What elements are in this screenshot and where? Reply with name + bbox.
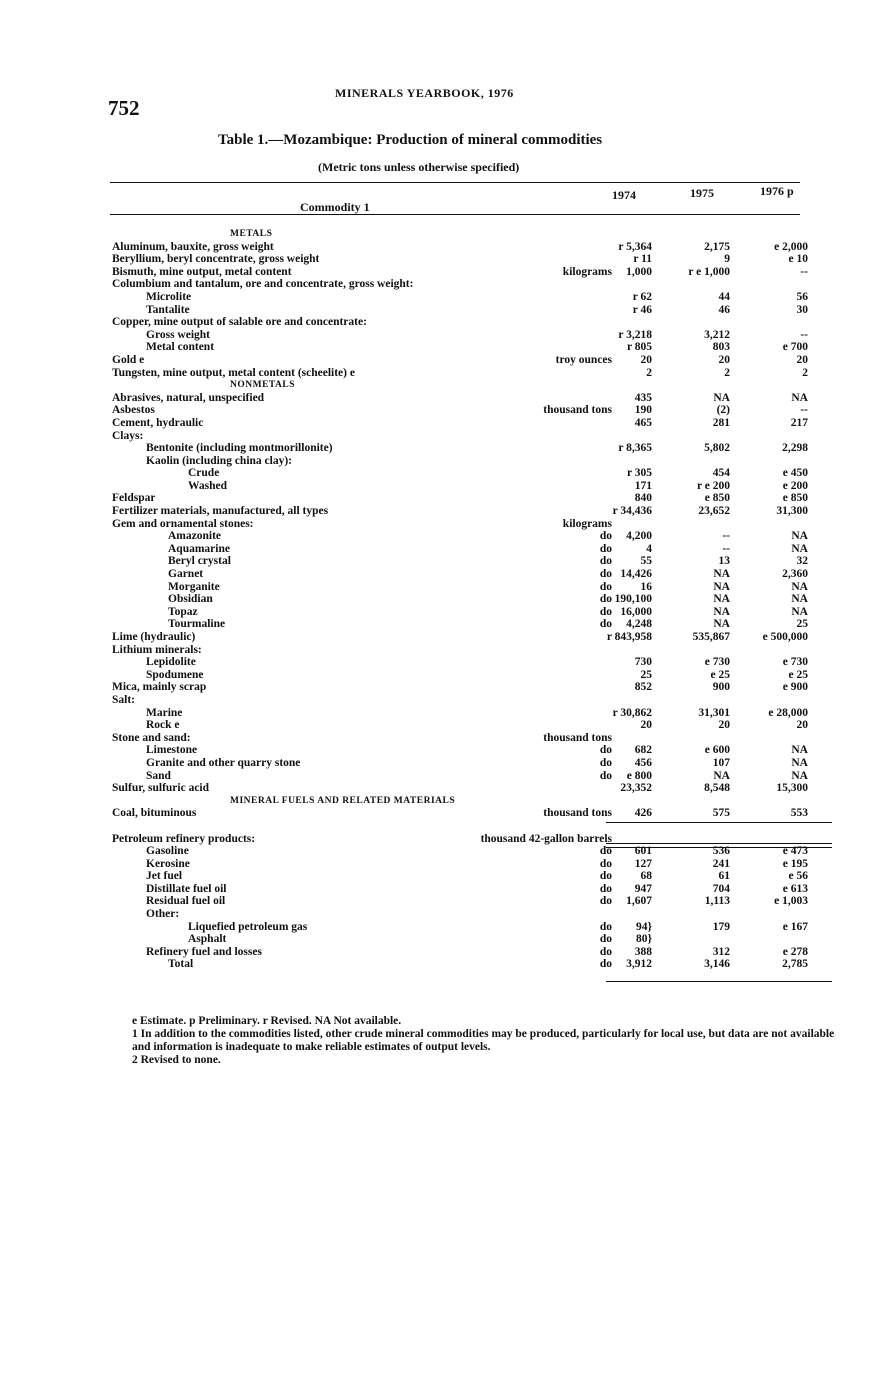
commodity-label: Clays: [112, 429, 144, 442]
table-row [112, 480, 840, 493]
commodity-label: Bentonite (including montmorillonite) [146, 442, 333, 455]
table-row [112, 707, 840, 720]
value-1975: 454 [712, 467, 730, 480]
commodity-label: Kerosine [146, 857, 190, 870]
value-1975: 20 [718, 719, 730, 732]
commodity-label: Aquamarine [168, 542, 230, 555]
value-1976: e 1,003 [774, 895, 808, 908]
table-row [112, 719, 840, 732]
value-1974: 55 [640, 555, 652, 568]
table-row [112, 681, 840, 694]
commodity-label: Sulfur, sulfuric acid [112, 782, 210, 795]
value-1976: e 700 [782, 341, 808, 354]
unit-label: thousand tons [543, 731, 612, 744]
unit-label: kilograms [562, 265, 612, 278]
value-1974: r 62 [632, 290, 652, 303]
value-1976: e 28,000 [768, 706, 808, 719]
header-commodity: Commodity 1 [300, 200, 370, 214]
value-1975: 179 [712, 920, 730, 933]
table-row [112, 618, 840, 631]
value-1974: 80} [635, 933, 652, 946]
commodity-label: Lithium minerals: [112, 643, 202, 656]
unit-label: thousand tons [543, 404, 612, 417]
commodity-label: Lepidolite [146, 656, 196, 669]
value-1975: 61 [718, 870, 730, 883]
value-1975: 704 [712, 882, 730, 895]
table-row [112, 341, 840, 354]
value-1975: NA [713, 580, 730, 593]
value-1975: 803 [712, 341, 730, 354]
header-1975: 1975 [690, 186, 714, 200]
commodity-label: Asphalt [188, 933, 227, 946]
value-1974: 601 [634, 845, 652, 858]
commodity-label: Granite and other quarry stone [146, 756, 301, 769]
table-row [112, 518, 840, 531]
table-row [112, 958, 840, 971]
value-1974: 4 [646, 542, 652, 555]
value-1975: 535,867 [692, 631, 730, 643]
value-1975: NA [713, 605, 730, 618]
commodity-label: Other: [146, 908, 180, 921]
section-label: NONMETALS [230, 380, 296, 391]
commodity-label: Cement, hydraulic [112, 416, 204, 429]
unit-label: do [599, 618, 612, 631]
value-1976: NA [791, 593, 808, 606]
table-row [112, 593, 840, 606]
table-row [112, 467, 840, 480]
table-row [112, 732, 840, 745]
value-1976: 15,300 [776, 782, 808, 795]
value-1976: NA [791, 542, 808, 555]
commodity-label: Lime (hydraulic) [112, 631, 196, 643]
table-row [112, 455, 840, 468]
commodity-label: Columbium and tantalum, ore and concentrate, gross weight: [112, 278, 414, 291]
commodity-label: Stone and sand: [112, 731, 191, 744]
value-1976: e 473 [782, 845, 808, 858]
commodity-label: Copper, mine output of salable ore and concentrate: [112, 316, 367, 329]
value-1975: e 25 [710, 668, 730, 681]
commodity-label: Total [168, 958, 194, 971]
value-1976: NA [791, 580, 808, 593]
unit-label: troy ounces [555, 353, 612, 366]
table-row [112, 392, 840, 405]
unit-label: do [599, 920, 612, 933]
value-1976: NA [791, 391, 808, 404]
value-1974: 16 [640, 580, 652, 593]
value-1974: 14,426 [620, 568, 652, 581]
commodity-label: Garnet [168, 568, 204, 581]
table-row [112, 946, 840, 959]
footnotes [132, 1015, 842, 1067]
value-1974: 435 [634, 391, 652, 404]
commodity-label: Fertilizer materials, manufactured, all types [112, 505, 329, 518]
section-heading [112, 795, 840, 808]
table-row [112, 278, 840, 291]
table-row [112, 921, 840, 934]
commodity-label: Sand [146, 769, 171, 782]
value-1976: 56 [796, 290, 808, 303]
table-row [112, 430, 840, 443]
commodity-label: Tungsten, mine output, metal content (scheelite) e [112, 366, 355, 379]
value-1975: 536 [712, 845, 730, 858]
value-1974: 25 [640, 668, 652, 681]
commodity-label: Spodumene [146, 668, 204, 681]
value-1974: r 3,218 [618, 328, 652, 341]
table-row [112, 568, 840, 581]
commodity-label: Metal content [146, 341, 215, 354]
table-row [112, 908, 840, 921]
value-1975: NA [713, 769, 730, 782]
value-1974: 2 [646, 366, 652, 379]
value-1974: 852 [634, 681, 652, 694]
commodity-label: Jet fuel [146, 870, 183, 883]
value-1974: r 30,862 [612, 706, 652, 719]
value-1975: NA [713, 391, 730, 404]
unit-label: do [599, 555, 612, 568]
value-1975: 281 [712, 416, 730, 429]
unit-label: do [599, 958, 612, 971]
value-1976: e 56 [788, 870, 808, 883]
unit-label: do [599, 870, 612, 883]
table-row [112, 870, 840, 883]
value-1975: NA [713, 593, 730, 606]
commodity-label: Beryllium, beryl concentrate, gross weight [112, 253, 320, 266]
value-1976: 2,298 [782, 442, 808, 455]
table-body [112, 228, 840, 971]
value-1976: -- [800, 265, 808, 278]
unit-label: thousand tons [543, 807, 612, 820]
footnote-legend: e Estimate. p Preliminary. r Revised. NA Not available. [132, 1015, 402, 1027]
value-1974: 190 [634, 404, 652, 417]
value-1974: 20 [640, 353, 652, 366]
value-1974: 730 [634, 656, 652, 669]
value-1974: r 5,364 [618, 240, 652, 253]
value-1974: 127 [634, 857, 652, 870]
table-row [112, 291, 840, 304]
value-1976: -- [800, 328, 808, 341]
value-1974: 840 [634, 492, 652, 505]
value-1975: 107 [712, 756, 730, 769]
table-row [112, 555, 840, 568]
value-1975: 31,301 [698, 706, 730, 719]
value-1976: 2,360 [782, 568, 808, 581]
value-1976: 31,300 [776, 505, 808, 518]
commodity-label: Kaolin (including china clay): [146, 454, 293, 467]
commodity-label: Tourmaline [168, 618, 226, 631]
section-label: METALS [230, 229, 273, 239]
table-row [112, 807, 840, 820]
total-rule [606, 981, 832, 982]
value-1976: 2,785 [782, 958, 808, 971]
value-1974: 947 [634, 882, 652, 895]
value-1976: 217 [790, 416, 808, 429]
commodity-label: Residual fuel oil [146, 895, 226, 908]
value-1976: e 195 [782, 857, 808, 870]
footnote-2: 2 Revised to none. [132, 1054, 221, 1066]
table-subtitle: (Metric tons unless otherwise specified) [318, 160, 520, 174]
value-1976: 25 [796, 618, 808, 631]
value-1975: 312 [712, 945, 730, 958]
table-row [112, 933, 840, 946]
section-heading [112, 379, 840, 392]
value-1975: 3,146 [704, 958, 730, 971]
table-row [112, 895, 840, 908]
value-1974: r 305 [626, 467, 652, 480]
value-1975: r e 200 [696, 479, 730, 492]
value-1976: 553 [790, 807, 808, 820]
value-1975: 8,548 [704, 782, 730, 795]
commodity-label: Morganite [168, 580, 220, 593]
value-1976: 20 [796, 353, 808, 366]
table-row [112, 241, 840, 254]
value-1974: 456 [634, 756, 652, 769]
running-head: MINERALS YEARBOOK, 1976 [335, 86, 514, 100]
value-1976: e 613 [782, 882, 808, 895]
commodity-label: Washed [188, 479, 227, 492]
commodity-label: Obsidian [168, 593, 213, 606]
value-1975: NA [713, 568, 730, 581]
unit-label: do [599, 945, 612, 958]
value-1974: r 46 [632, 303, 652, 316]
table-row [112, 858, 840, 871]
value-1976: NA [791, 530, 808, 543]
commodity-label: Petroleum refinery products: [112, 832, 256, 845]
commodity-label: Gross weight [146, 328, 210, 341]
table-row [112, 354, 840, 367]
value-1975: 23,652 [698, 505, 730, 518]
table-row [112, 442, 840, 455]
unit-label: do [599, 933, 612, 946]
table-row [112, 530, 840, 543]
commodity-label: Gasoline [146, 845, 189, 858]
coal-top-rule [606, 822, 832, 823]
value-1976: 32 [796, 555, 808, 568]
unit-label: do [599, 568, 612, 581]
table-row [112, 543, 840, 556]
value-1975: -- [722, 530, 730, 543]
commodity-label: Salt: [112, 693, 135, 706]
value-1976: e 450 [782, 467, 808, 480]
commodity-label: Marine [146, 706, 183, 719]
commodity-label: Asbestos [112, 404, 155, 417]
value-1974: r 8,365 [618, 442, 652, 455]
value-1975: 1,113 [704, 895, 730, 908]
value-1974: 4,200 [626, 530, 652, 543]
section-heading [112, 228, 840, 241]
value-1976: e 25 [788, 668, 808, 681]
value-1975: 46 [718, 303, 730, 316]
coal-double-rule [606, 843, 832, 848]
commodity-label: Feldspar [112, 492, 156, 505]
unit-label: do [599, 580, 612, 593]
table-row [112, 782, 840, 795]
table-row [112, 757, 840, 770]
footnote-1: 1 In addition to the commodities listed, other crude mineral commodities may be produced, particularly for local use, but data are not available and information is inadequate to make reliable estimates of output levels. [132, 1028, 835, 1053]
value-1975: 5,802 [704, 442, 730, 455]
commodity-label: Crude [188, 467, 220, 480]
unit-label: do [599, 756, 612, 769]
unit-label: do [599, 530, 612, 543]
value-1975: e 850 [704, 492, 730, 505]
value-1976: e 730 [782, 656, 808, 669]
table-row [112, 669, 840, 682]
table-row [112, 492, 840, 505]
value-1974: r 843,958 [606, 631, 652, 643]
table-row [112, 505, 840, 518]
unit-label: do [599, 895, 612, 908]
value-1974: 171 [634, 479, 652, 492]
commodity-label: Distillate fuel oil [146, 882, 227, 895]
commodity-label: Mica, mainly scrap [112, 681, 207, 694]
table-row [112, 770, 840, 783]
commodity-label: Aluminum, bauxite, gross weight [112, 240, 274, 253]
table-row [112, 266, 840, 279]
table-title: Table 1.—Mozambique: Production of mineral commodities [218, 132, 603, 148]
value-1975: NA [713, 618, 730, 631]
unit-label: do [599, 605, 612, 618]
value-1976: e 500,000 [762, 631, 808, 643]
header-top-rule [110, 182, 800, 183]
table-row [112, 631, 840, 644]
commodity-label: Gold e [112, 353, 145, 366]
value-1976: e 2,000 [774, 240, 808, 253]
value-1976: NA [791, 744, 808, 757]
value-1975: 3,212 [704, 328, 730, 341]
value-1975: r e 1,000 [688, 265, 730, 278]
value-1976: -- [800, 404, 808, 417]
table-row [112, 644, 840, 657]
table-row [112, 316, 840, 329]
table-row [112, 744, 840, 757]
commodity-label: Limestone [146, 744, 198, 757]
table-row [112, 253, 840, 266]
commodity-label: Gem and ornamental stones: [112, 517, 254, 530]
value-1975: 2,175 [704, 240, 730, 253]
unit-label: do [599, 593, 612, 606]
page-number: 752 [108, 96, 140, 120]
value-1976: e 10 [788, 253, 808, 266]
header-1974: 1974 [612, 188, 636, 202]
value-1976: e 200 [782, 479, 808, 492]
value-1974: 16,000 [620, 605, 652, 618]
value-1974: 4,248 [626, 618, 652, 631]
commodity-label: Bismuth, mine output, metal content [112, 265, 292, 278]
commodity-label: Beryl crystal [168, 555, 231, 568]
value-1975: 575 [712, 807, 730, 820]
table-row [112, 367, 840, 380]
section-label: MINERAL FUELS AND RELATED MATERIALS [230, 795, 456, 806]
table-row [112, 404, 840, 417]
unit-label: thousand 42-gallon barrels [480, 832, 612, 845]
value-1974: r 805 [626, 341, 652, 354]
commodity-label: Liquefied petroleum gas [188, 920, 308, 933]
commodity-label: Amazonite [168, 530, 222, 543]
value-1975: 900 [712, 681, 730, 694]
table-row [112, 329, 840, 342]
header-1976: 1976 p [760, 184, 794, 198]
value-1976: 30 [796, 303, 808, 316]
value-1976: e 850 [782, 492, 808, 505]
value-1976: NA [791, 756, 808, 769]
commodity-label: Refinery fuel and losses [146, 945, 262, 958]
value-1975: 241 [712, 857, 730, 870]
value-1975: 13 [718, 555, 730, 568]
table-row [112, 656, 840, 669]
table-row [112, 417, 840, 430]
commodity-label: Microlite [146, 290, 192, 303]
header-bottom-rule [110, 214, 800, 215]
value-1975: 2 [724, 366, 730, 379]
value-1974: 190,100 [614, 593, 652, 606]
unit-label: do [599, 769, 612, 782]
value-1975: (2) [716, 404, 730, 417]
commodity-label: Tantalite [146, 303, 190, 316]
table-row [112, 581, 840, 594]
value-1974: r 11 [633, 253, 652, 266]
value-1974: e 800 [626, 769, 652, 782]
value-1974: 1,607 [626, 895, 652, 908]
value-1974: 3,912 [626, 958, 652, 971]
value-1974: 426 [634, 807, 652, 820]
value-1976: 2 [802, 366, 808, 379]
value-1974: 68 [640, 870, 652, 883]
value-1974: 388 [634, 945, 652, 958]
unit-label: kilograms [562, 517, 612, 530]
value-1974: r 34,436 [612, 505, 652, 518]
value-1975: 20 [718, 353, 730, 366]
table-row [112, 883, 840, 896]
value-1976: NA [791, 769, 808, 782]
unit-label: do [599, 744, 612, 757]
table-row [112, 606, 840, 619]
value-1976: e 278 [782, 945, 808, 958]
value-1975: e 600 [704, 744, 730, 757]
unit-label: do [599, 882, 612, 895]
value-1975: 9 [724, 253, 730, 266]
unit-label: do [599, 845, 612, 858]
value-1976: e 900 [782, 681, 808, 694]
value-1976: 20 [796, 719, 808, 732]
value-1974: 465 [634, 416, 652, 429]
value-1976: NA [791, 605, 808, 618]
value-1974: 94} [635, 920, 652, 933]
value-1975: e 730 [704, 656, 730, 669]
value-1974: 20 [640, 719, 652, 732]
commodity-label: Topaz [168, 605, 198, 618]
value-1974: 1,000 [626, 265, 652, 278]
commodity-label: Rock e [146, 719, 180, 732]
value-1974: 23,352 [620, 782, 652, 795]
value-1974: 682 [634, 744, 652, 757]
value-1976: e 167 [782, 920, 808, 933]
commodity-label: Abrasives, natural, unspecified [112, 391, 265, 404]
value-1975: -- [722, 542, 730, 555]
unit-label: do [599, 542, 612, 555]
table-row [112, 694, 840, 707]
table-row [112, 304, 840, 317]
value-1975: 44 [718, 290, 730, 303]
commodity-label: Coal, bituminous [112, 807, 197, 820]
unit-label: do [599, 857, 612, 870]
